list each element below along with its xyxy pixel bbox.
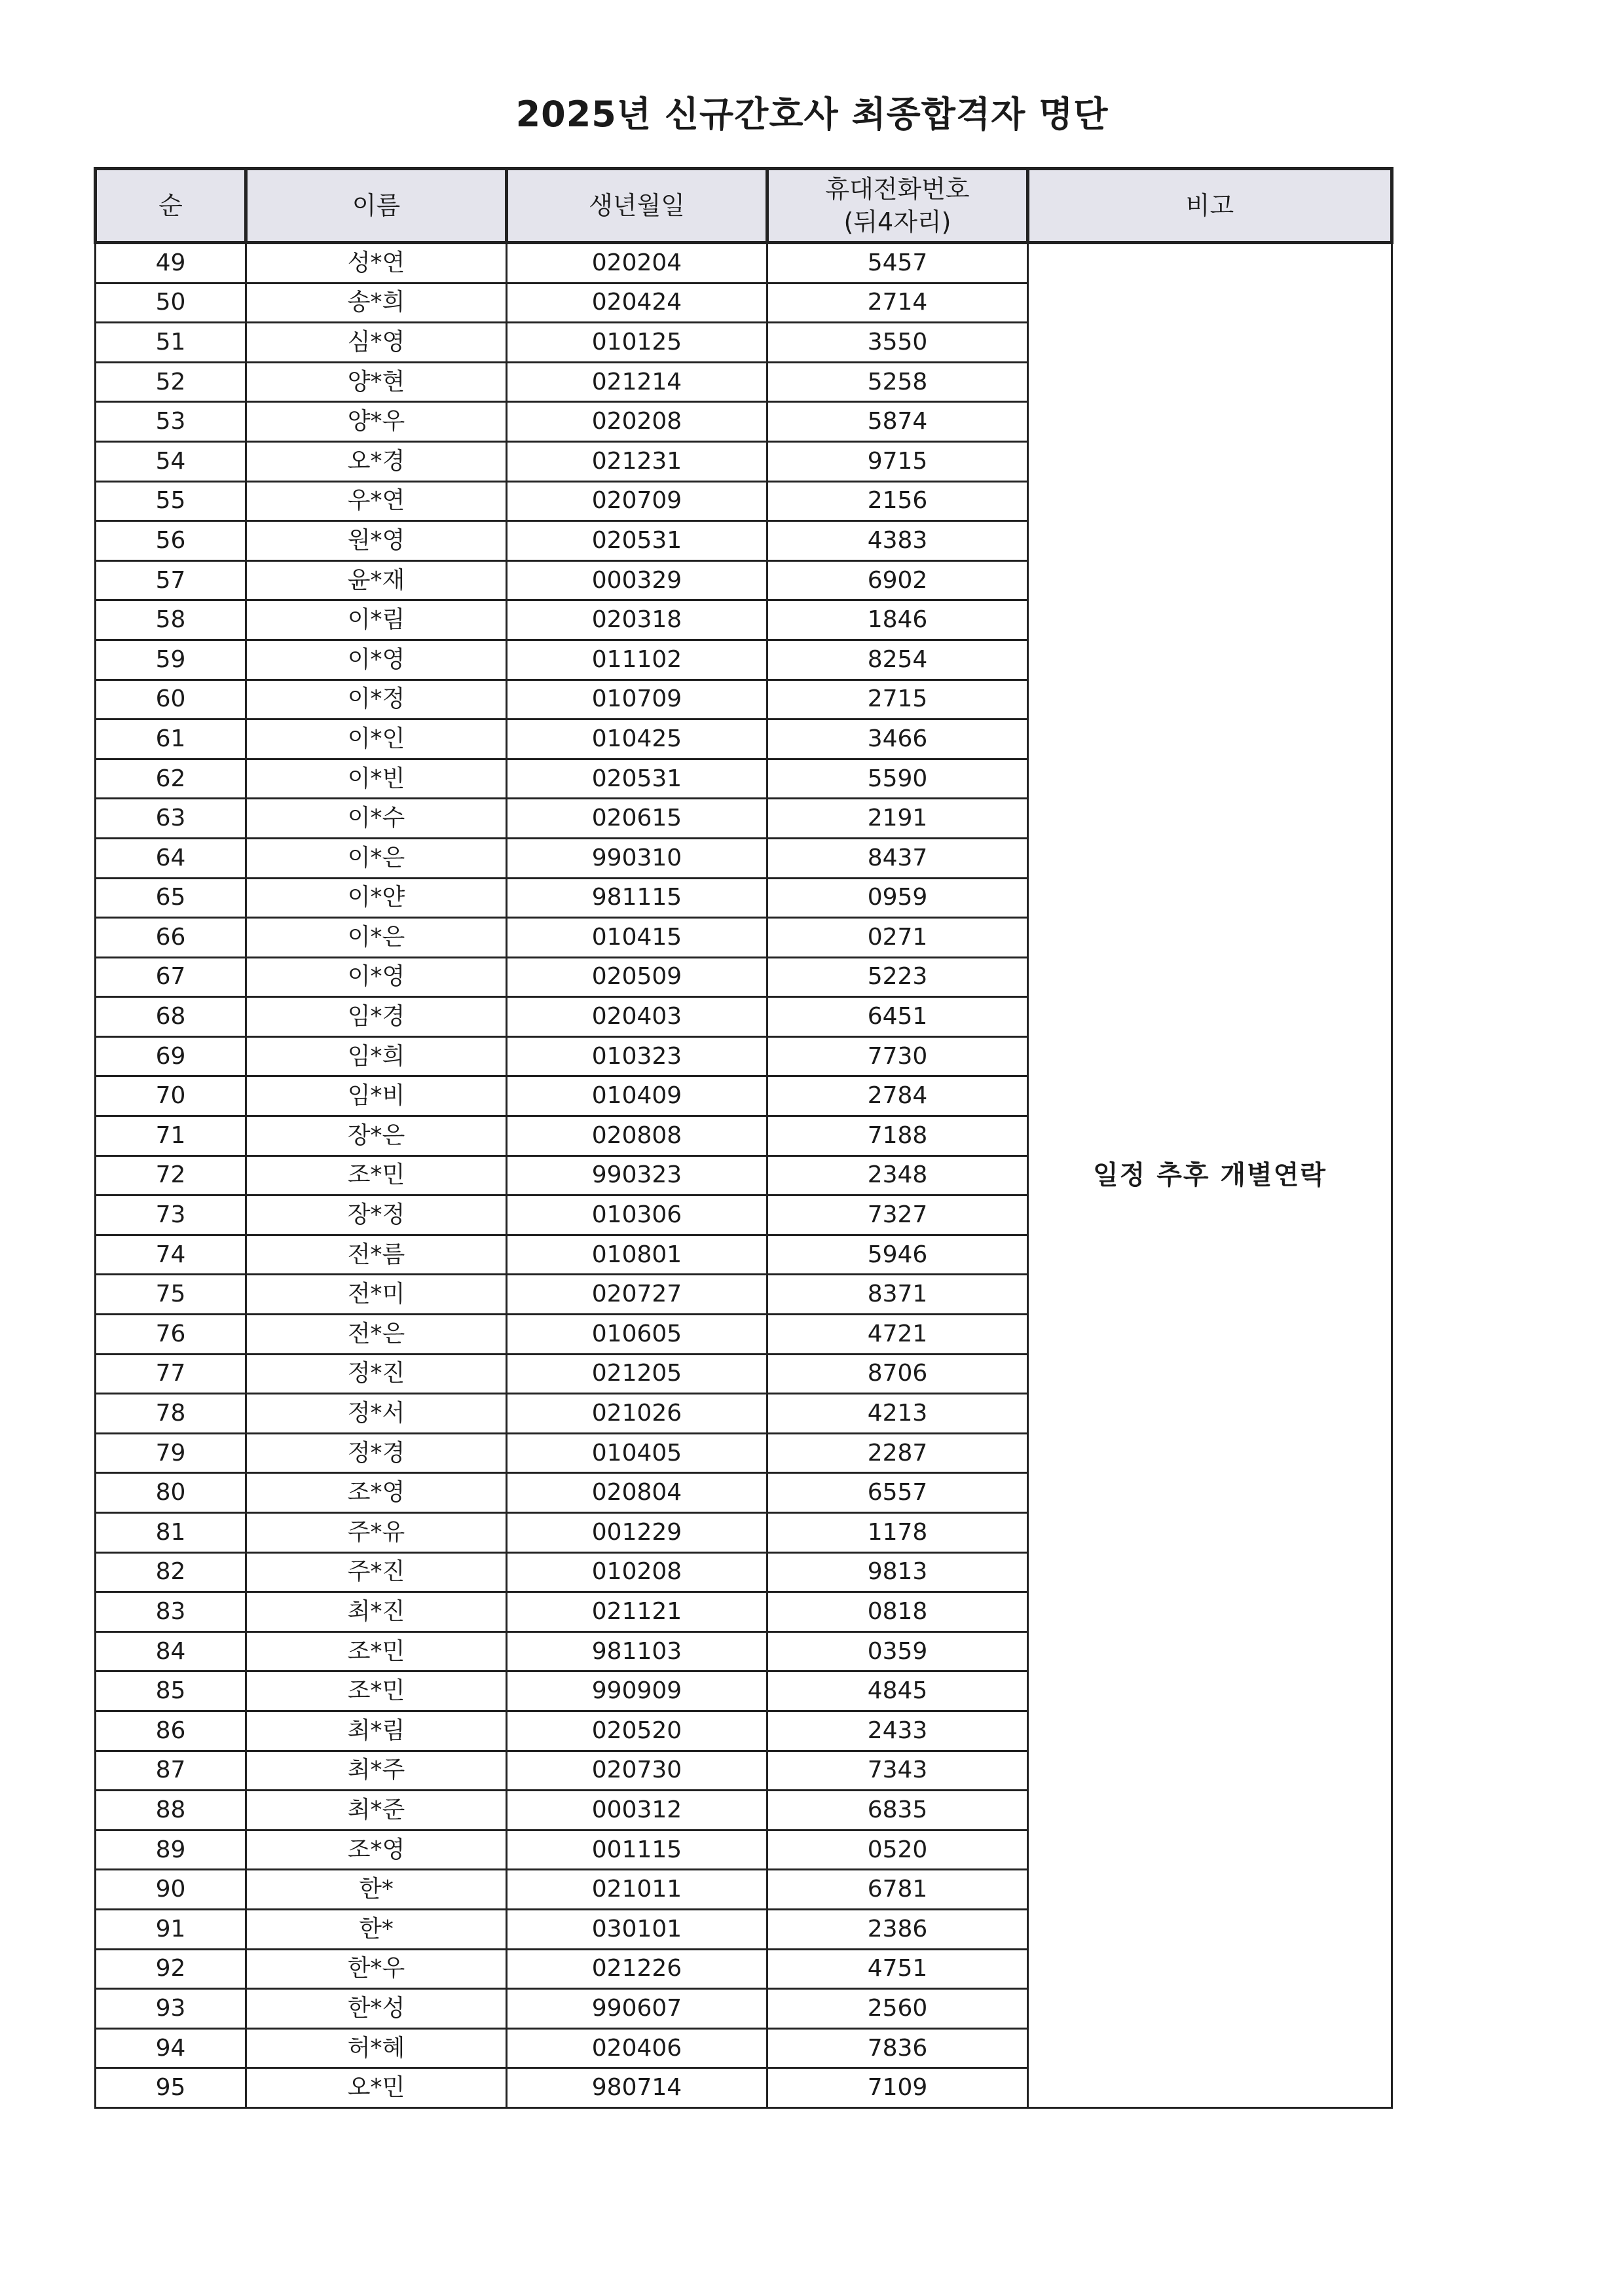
cell-no: 52 [96, 362, 246, 402]
cell-phone: 4721 [767, 1315, 1028, 1355]
cell-birth: 020615 [507, 799, 767, 839]
cell-no: 82 [96, 1552, 246, 1592]
cell-name: 조*민 [246, 1671, 507, 1711]
cell-birth: 020520 [507, 1711, 767, 1751]
cell-birth: 010405 [507, 1433, 767, 1473]
cell-birth: 010409 [507, 1076, 767, 1116]
cell-name: 한*우 [246, 1949, 507, 1989]
cell-name: 최*주 [246, 1751, 507, 1791]
cell-phone: 5874 [767, 402, 1028, 442]
cell-no: 93 [96, 1989, 246, 2029]
cell-birth: 011102 [507, 640, 767, 680]
cell-no: 61 [96, 720, 246, 759]
cell-no: 84 [96, 1631, 246, 1671]
cell-name: 이*영 [246, 640, 507, 680]
cell-birth: 980714 [507, 2068, 767, 2108]
cell-phone: 2560 [767, 1989, 1028, 2029]
cell-phone: 2287 [767, 1433, 1028, 1473]
cell-name: 우*연 [246, 481, 507, 521]
cell-no: 53 [96, 402, 246, 442]
cell-no: 72 [96, 1156, 246, 1195]
cell-no: 54 [96, 441, 246, 481]
cell-name: 이*인 [246, 720, 507, 759]
cell-name: 한* [246, 1909, 507, 1949]
cell-birth: 020403 [507, 997, 767, 1037]
cell-birth: 020509 [507, 957, 767, 997]
cell-no: 68 [96, 997, 246, 1037]
cell-phone: 5946 [767, 1235, 1028, 1275]
cell-no: 83 [96, 1592, 246, 1632]
cell-name: 주*유 [246, 1513, 507, 1553]
cell-no: 67 [96, 957, 246, 997]
cell-name: 전*름 [246, 1235, 507, 1275]
cell-birth: 020204 [507, 243, 767, 283]
cell-phone: 7343 [767, 1751, 1028, 1791]
cell-name: 오*민 [246, 2068, 507, 2108]
cell-phone: 3550 [767, 323, 1028, 363]
cell-birth: 981115 [507, 878, 767, 918]
cell-no: 89 [96, 1830, 246, 1870]
cell-phone: 5457 [767, 243, 1028, 283]
cell-phone: 5590 [767, 759, 1028, 799]
cell-name: 이*은 [246, 838, 507, 878]
cell-phone: 6902 [767, 560, 1028, 600]
cell-birth: 020531 [507, 759, 767, 799]
cell-no: 55 [96, 481, 246, 521]
cell-name: 원*영 [246, 521, 507, 561]
cell-phone: 4751 [767, 1949, 1028, 1989]
cell-name: 이*수 [246, 799, 507, 839]
cell-birth: 010425 [507, 720, 767, 759]
header-name: 이름 [246, 169, 507, 243]
cell-phone: 3466 [767, 720, 1028, 759]
cell-no: 94 [96, 2028, 246, 2068]
cell-birth: 990607 [507, 1989, 767, 2029]
header-row [96, 169, 1392, 243]
cell-name: 이*림 [246, 600, 507, 640]
cell-birth: 020318 [507, 600, 767, 640]
cell-no: 58 [96, 600, 246, 640]
cell-phone: 4213 [767, 1394, 1028, 1434]
cell-birth: 021226 [507, 1949, 767, 1989]
cell-name: 최*준 [246, 1791, 507, 1831]
header-phone-line1: 휴대전화번호 [825, 175, 970, 204]
cell-birth: 020730 [507, 1751, 767, 1791]
cell-name: 심*영 [246, 323, 507, 363]
cell-name: 이*영 [246, 957, 507, 997]
cell-birth: 010306 [507, 1195, 767, 1235]
cell-phone: 7836 [767, 2028, 1028, 2068]
cell-name: 양*현 [246, 362, 507, 402]
results-table [94, 167, 1393, 2109]
cell-birth: 010801 [507, 1235, 767, 1275]
cell-phone: 7188 [767, 1116, 1028, 1156]
cell-phone: 0359 [767, 1631, 1028, 1671]
cell-name: 전*은 [246, 1315, 507, 1355]
cell-phone: 2156 [767, 481, 1028, 521]
cell-phone: 6781 [767, 1870, 1028, 1910]
cell-phone: 2784 [767, 1076, 1028, 1116]
cell-phone: 0818 [767, 1592, 1028, 1632]
cell-phone: 2386 [767, 1909, 1028, 1949]
cell-name: 허*혜 [246, 2028, 507, 2068]
cell-no: 77 [96, 1354, 246, 1394]
cell-birth: 020424 [507, 283, 767, 323]
cell-name: 성*연 [246, 243, 507, 283]
cell-phone: 0271 [767, 918, 1028, 958]
cell-phone: 1178 [767, 1513, 1028, 1553]
cell-no: 73 [96, 1195, 246, 1235]
cell-birth: 020804 [507, 1473, 767, 1513]
cell-name: 송*희 [246, 283, 507, 323]
cell-name: 정*진 [246, 1354, 507, 1394]
cell-no: 80 [96, 1473, 246, 1513]
header-no: 순 [96, 169, 246, 243]
cell-birth: 021011 [507, 1870, 767, 1910]
cell-name: 이*빈 [246, 759, 507, 799]
cell-name: 정*경 [246, 1433, 507, 1473]
cell-no: 66 [96, 918, 246, 958]
cell-no: 63 [96, 799, 246, 839]
cell-name: 장*정 [246, 1195, 507, 1235]
cell-birth: 020808 [507, 1116, 767, 1156]
cell-phone: 7730 [767, 1036, 1028, 1076]
cell-birth: 010208 [507, 1552, 767, 1592]
cell-birth: 010415 [507, 918, 767, 958]
cell-phone: 6835 [767, 1791, 1028, 1831]
cell-no: 50 [96, 283, 246, 323]
cell-phone: 7109 [767, 2068, 1028, 2108]
cell-birth: 021121 [507, 1592, 767, 1632]
page-title: 2025년 신규간호사 최종합격자 명단 [515, 94, 1109, 135]
cell-no: 79 [96, 1433, 246, 1473]
cell-birth: 010605 [507, 1315, 767, 1355]
remark-cell: 일정 추후 개별연락 [1028, 243, 1392, 2108]
cell-no: 65 [96, 878, 246, 918]
cell-birth: 000312 [507, 1791, 767, 1831]
cell-name: 조*영 [246, 1473, 507, 1513]
cell-name: 정*서 [246, 1394, 507, 1434]
cell-phone: 8437 [767, 838, 1028, 878]
cell-phone: 2348 [767, 1156, 1028, 1195]
cell-phone: 0520 [767, 1830, 1028, 1870]
cell-birth: 990909 [507, 1671, 767, 1711]
cell-name: 최*림 [246, 1711, 507, 1751]
header-remark: 비고 [1028, 169, 1392, 243]
cell-phone: 5223 [767, 957, 1028, 997]
cell-no: 81 [96, 1513, 246, 1553]
cell-no: 75 [96, 1275, 246, 1315]
cell-birth: 020727 [507, 1275, 767, 1315]
cell-name: 한* [246, 1870, 507, 1910]
cell-no: 56 [96, 521, 246, 561]
cell-no: 78 [96, 1394, 246, 1434]
cell-birth: 021205 [507, 1354, 767, 1394]
cell-phone: 5258 [767, 362, 1028, 402]
cell-phone: 8254 [767, 640, 1028, 680]
cell-name: 오*경 [246, 441, 507, 481]
cell-birth: 990310 [507, 838, 767, 878]
cell-name: 한*성 [246, 1989, 507, 2029]
cell-birth: 981103 [507, 1631, 767, 1671]
cell-name: 조*영 [246, 1830, 507, 1870]
cell-phone: 1846 [767, 600, 1028, 640]
cell-name: 이*은 [246, 918, 507, 958]
cell-name: 이*정 [246, 680, 507, 720]
cell-name: 양*우 [246, 402, 507, 442]
cell-birth: 000329 [507, 560, 767, 600]
cell-phone: 9715 [767, 441, 1028, 481]
cell-birth: 020406 [507, 2028, 767, 2068]
header-phone-line2: (뒤4자리) [843, 208, 951, 236]
header-phone [767, 169, 1028, 243]
cell-no: 76 [96, 1315, 246, 1355]
cell-no: 90 [96, 1870, 246, 1910]
cell-no: 49 [96, 243, 246, 283]
cell-name: 전*미 [246, 1275, 507, 1315]
cell-phone: 2191 [767, 799, 1028, 839]
cell-name: 윤*재 [246, 560, 507, 600]
cell-birth: 020709 [507, 481, 767, 521]
cell-no: 60 [96, 680, 246, 720]
cell-name: 이*얀 [246, 878, 507, 918]
cell-name: 장*은 [246, 1116, 507, 1156]
table-header [96, 169, 1392, 243]
cell-name: 임*비 [246, 1076, 507, 1116]
cell-no: 69 [96, 1036, 246, 1076]
cell-no: 51 [96, 323, 246, 363]
cell-birth: 010323 [507, 1036, 767, 1076]
table-row [96, 243, 1392, 283]
cell-phone: 6451 [767, 997, 1028, 1037]
cell-birth: 030101 [507, 1909, 767, 1949]
cell-birth: 020531 [507, 521, 767, 561]
cell-phone: 7327 [767, 1195, 1028, 1235]
cell-name: 조*민 [246, 1156, 507, 1195]
cell-birth: 990323 [507, 1156, 767, 1195]
cell-no: 95 [96, 2068, 246, 2108]
cell-name: 임*희 [246, 1036, 507, 1076]
cell-birth: 021214 [507, 362, 767, 402]
cell-no: 70 [96, 1076, 246, 1116]
cell-birth: 001229 [507, 1513, 767, 1553]
cell-no: 87 [96, 1751, 246, 1791]
cell-no: 88 [96, 1791, 246, 1831]
cell-no: 92 [96, 1949, 246, 1989]
cell-birth: 010125 [507, 323, 767, 363]
cell-no: 91 [96, 1909, 246, 1949]
cell-birth: 021026 [507, 1394, 767, 1434]
cell-no: 85 [96, 1671, 246, 1711]
cell-name: 조*민 [246, 1631, 507, 1671]
table-body [96, 243, 1392, 2108]
cell-birth: 020208 [507, 402, 767, 442]
cell-phone: 9813 [767, 1552, 1028, 1592]
cell-no: 62 [96, 759, 246, 799]
cell-name: 주*진 [246, 1552, 507, 1592]
cell-name: 임*경 [246, 997, 507, 1037]
cell-no: 71 [96, 1116, 246, 1156]
cell-phone: 2433 [767, 1711, 1028, 1751]
cell-no: 64 [96, 838, 246, 878]
cell-birth: 010709 [507, 680, 767, 720]
cell-no: 86 [96, 1711, 246, 1751]
cell-phone: 0959 [767, 878, 1028, 918]
cell-birth: 001115 [507, 1830, 767, 1870]
cell-phone: 8706 [767, 1354, 1028, 1394]
cell-phone: 2715 [767, 680, 1028, 720]
cell-phone: 4845 [767, 1671, 1028, 1711]
cell-phone: 6557 [767, 1473, 1028, 1513]
cell-phone: 8371 [767, 1275, 1028, 1315]
cell-birth: 021231 [507, 441, 767, 481]
cell-no: 59 [96, 640, 246, 680]
cell-no: 57 [96, 560, 246, 600]
cell-phone: 2714 [767, 283, 1028, 323]
cell-no: 74 [96, 1235, 246, 1275]
cell-name: 최*진 [246, 1592, 507, 1632]
cell-phone: 4383 [767, 521, 1028, 561]
header-birth: 생년월일 [507, 169, 767, 243]
